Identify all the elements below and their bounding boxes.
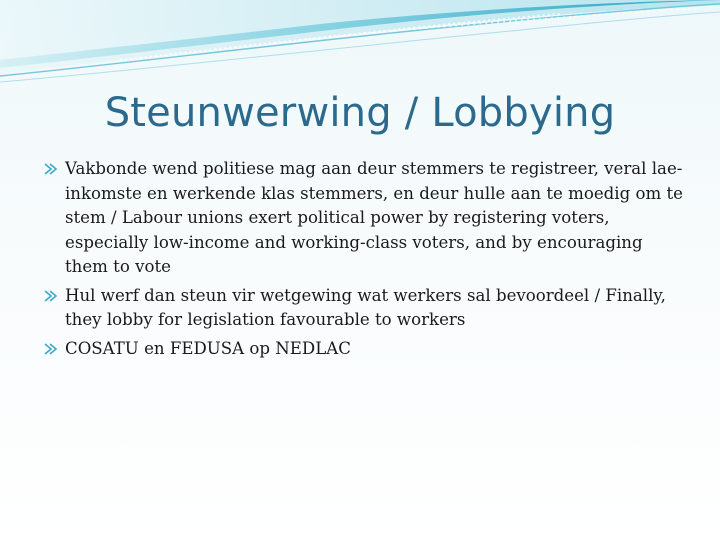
bullet-item (44, 284, 684, 333)
bullet-list (44, 157, 684, 365)
bullet-text: COSATU en FEDUSA op NEDLAC (65, 338, 351, 358)
arrow-chevron-bullet-icon (44, 290, 61, 302)
header-swoosh-decoration (0, 0, 720, 90)
slide-title: Steunwerwing / Lobbying (104, 90, 616, 136)
bullet-text: Vakbonde wend politiese mag aan deur stemmers te registreer, veral lae-inkomste en werkende klas stemmers, en deur hulle aan te moedig om te stem / Labour unions exert political power by registering voters, especially low-income and working-class voters, and by encouraging them to vote (65, 159, 683, 276)
bullet-text: Hul werf dan steun vir wetgewing wat werkers sal bevoordeel / Finally, they lobby for legislation favourable to workers (65, 285, 666, 329)
bullet-item (44, 157, 684, 280)
bullet-item (44, 337, 684, 362)
arrow-chevron-bullet-icon (44, 343, 61, 355)
arrow-chevron-bullet-icon (44, 163, 61, 175)
